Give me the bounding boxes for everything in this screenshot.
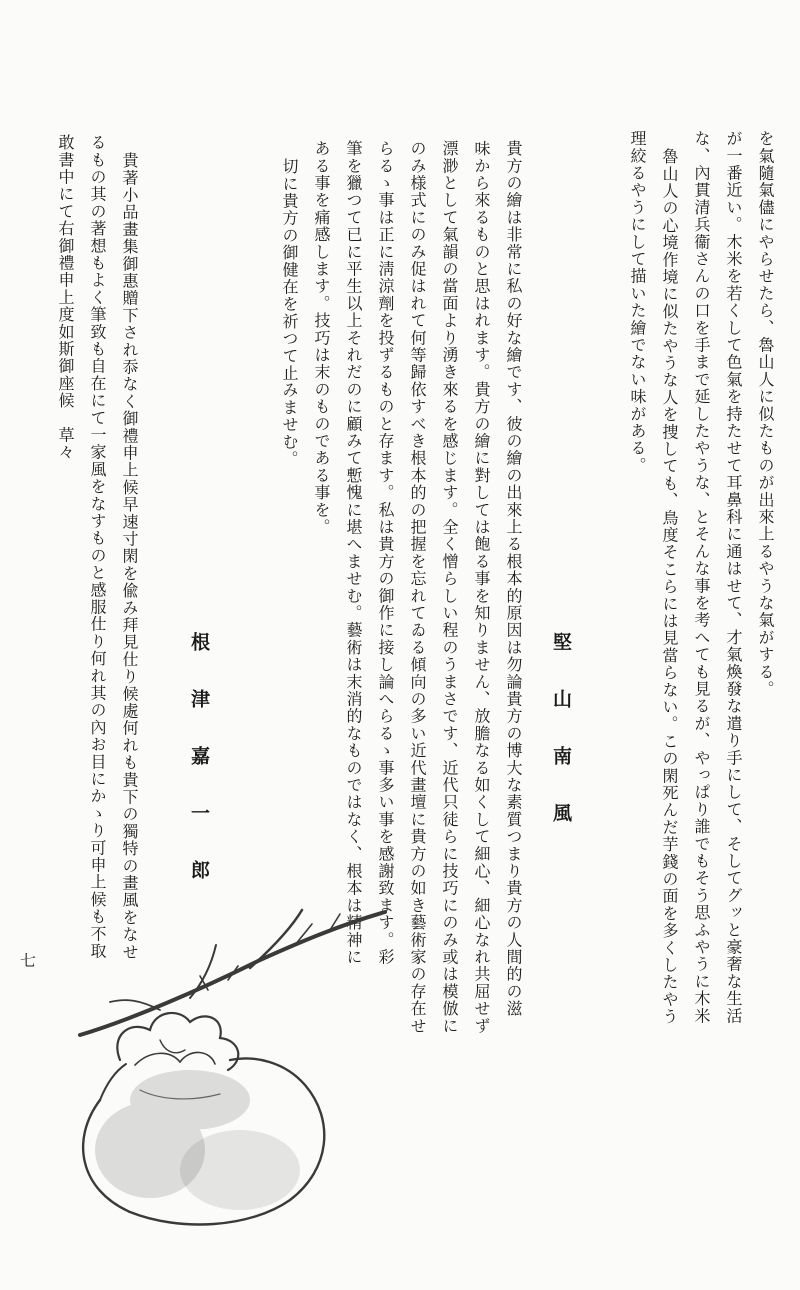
text-column: のみ様式にのみ促はれて何等歸依すべき根本的の把握を忘れてゐる傾向の多い近代畫壇に貴方の如き藝術家の存在せ — [408, 140, 427, 1035]
author-name: 堅山南風 — [550, 632, 572, 860]
text-column: 敢書中にて右御禮申上度如斯御座候 草々 — [56, 134, 75, 461]
text-column: 貴方の繪は非常に私の好な繪です、彼の繪の出來上る根本的原因は勿論貴方の博大な素質つまり貴方の人間的の滋 — [504, 140, 523, 1018]
persimmon-ink-sketch-icon — [40, 850, 400, 1230]
text-column: 味から來るものと思はれます。貴方の繪に對しては飽る事を知りません、放膽なる如くして細心、細心なれ共屈せず — [472, 140, 491, 1035]
text-column: 貴著小品畫集御惠贈下され忝なく御禮申上候早速寸閑を偸み拜見仕り候處何れも貴下の獨特の畫風をなせ — [120, 152, 139, 961]
page-number: 七 — [20, 951, 37, 970]
text-column: ある事を痛感します。技巧は末のものである事を。 — [312, 140, 331, 536]
text-column: が一番近い。木米を若くして色氣を持たせて耳鼻科に通はせて、才氣煥發な遣り手にして、そしてグッと豪奢な生活 — [724, 130, 743, 1025]
text-column: 漂渺として氣韻の當面より湧き來るを感じます。全く憎らしい程のうまさです、近代只徒らに技巧にのみ或は模倣に — [440, 140, 459, 1035]
text-column: らるゝ事は正に淸涼劑を投ずるものと存ます。私は貴方の御作に接し論へらるゝ事多い事を感謝致ます。彩 — [376, 140, 395, 966]
text-column: るもの其の著想もよく筆致も自在にて一家風をなすものと感服仕り何れ其の內お目にかゝり可申上候も不取 — [88, 134, 107, 960]
author-name: 根津嘉一郎 — [188, 632, 210, 917]
text-column: 魯山人の心境作境に似たやうな人を捜しても、鳥度そこらには見當らない。この閑死んだ芋錢の面を多くしたやう — [660, 148, 679, 1026]
text-column: 理絞るやうにして描いた繪でない味がある。 — [628, 130, 647, 474]
text-column: 切に貴方の御健在を祈つて止みませむ。 — [280, 158, 299, 468]
text-column: な、內貫清兵衞さんの口を手まで延したやうな、とそんな事を考へても見るが、やっぱり誰でもそう思ふやうに木米 — [692, 130, 711, 1025]
text-column: 筆を獵つて已に平生以上それだのに顧みて慙愧に堪へませむ。藝術は末消的なものではなく、根本は精神に — [344, 140, 363, 966]
text-column: を氣隨氣儘にやらせたら、魯山人に似たものが出來上るやうな氣がする。 — [756, 130, 775, 698]
